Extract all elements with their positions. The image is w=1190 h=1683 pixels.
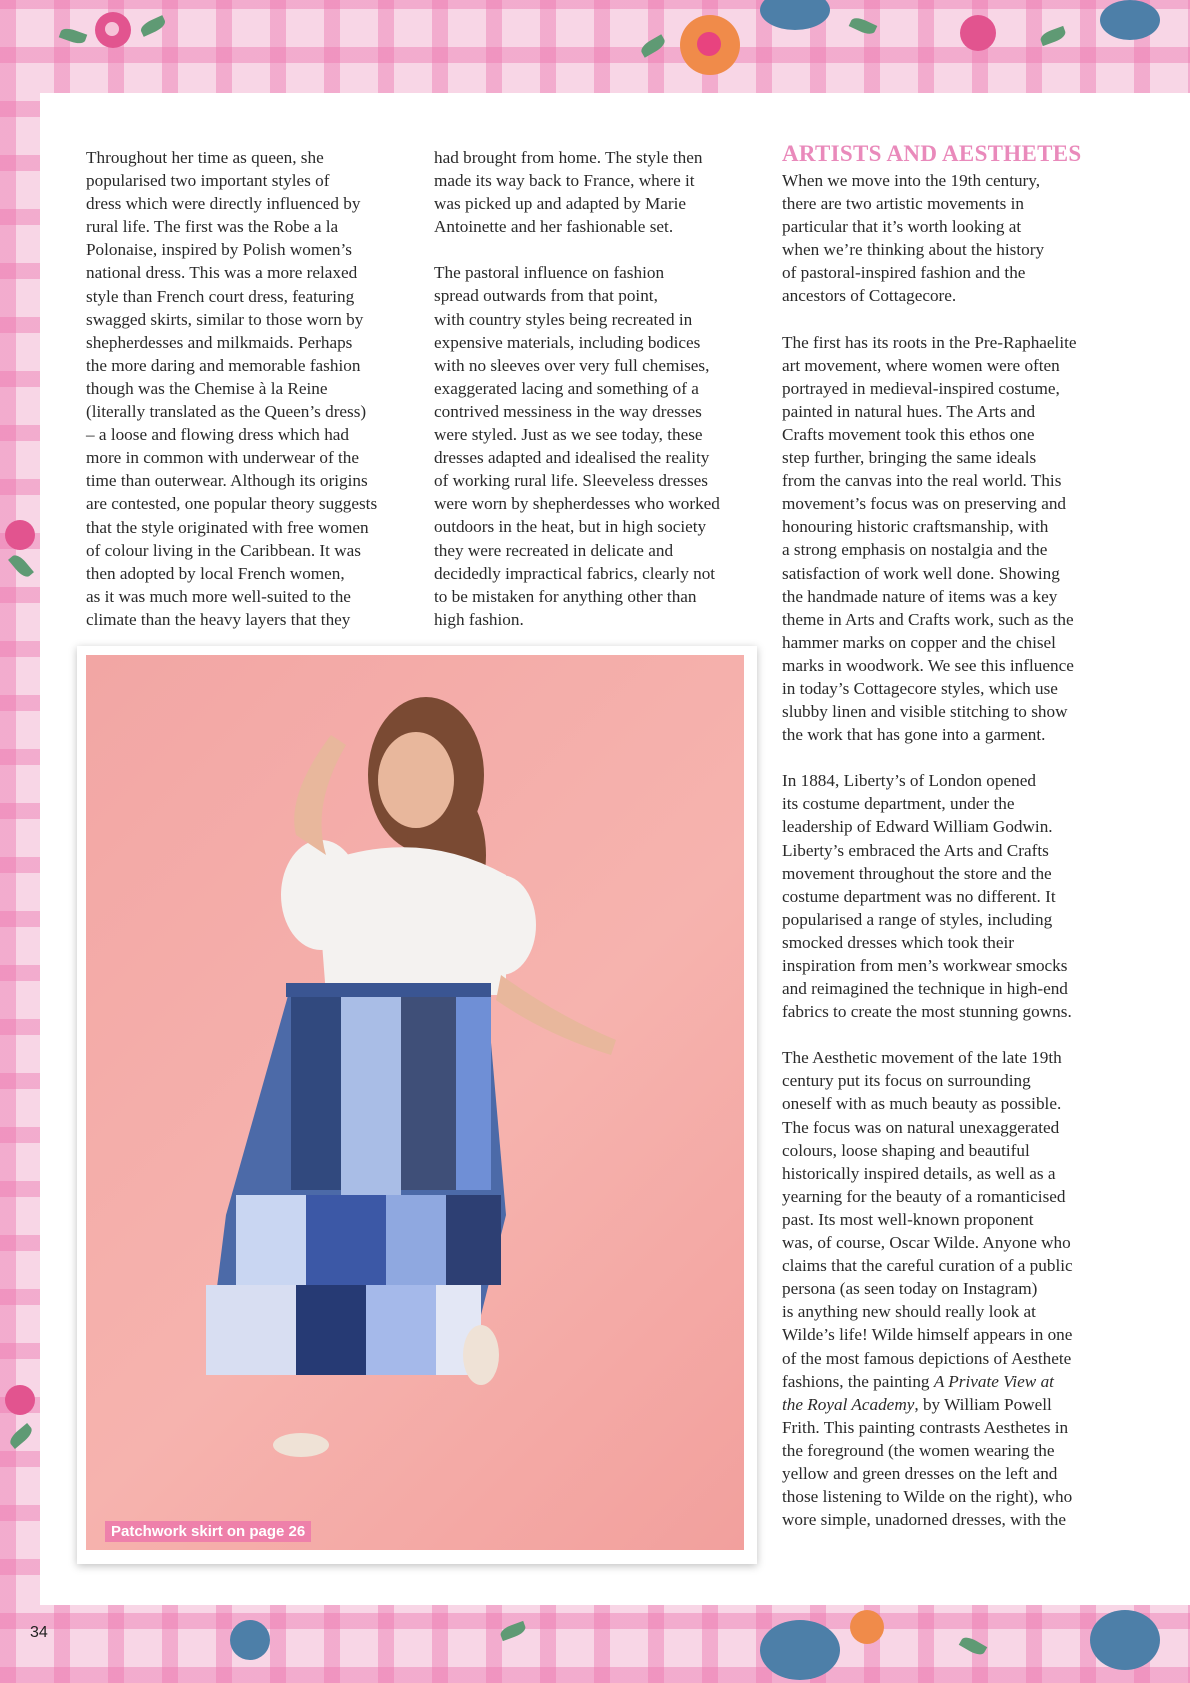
photo-woman-in-patchwork-skirt	[86, 655, 744, 1550]
photo-frame	[77, 646, 757, 1564]
section-heading: ARTISTS AND AESTHETES	[782, 141, 1082, 166]
paragraph	[782, 1046, 1122, 1531]
article-column-2	[434, 146, 764, 631]
photo-illustration	[86, 655, 744, 1550]
paragraph: had brought from home. The style then made its way back to France, where it was picked up and adapted by Marie Antoinette and her fashionable set.	[434, 148, 703, 237]
paragraph: Throughout her time as queen, she popularised two important styles of dress which were directly influenced by rural life. The first was the Robe a la Polonaise, inspired by Polish women’s national dress. This was a more relaxed style than French court dress, featuring swagged skirts, similar to those worn by shepherdesses and milkmaids. Perhaps the more daring and memorable fashion though was the Chemise à la Reine (literally translated as the Queen’s dress) – a loose and flowing dress which had more in common with underwear of the time than outerwear. Although its origins are contested, one popular theory suggests that the style originated with free women of colour living in the Caribbean. It was then adopted by local French women, as it was much more well-suited to the climate than the heavy layers that they	[86, 148, 378, 629]
page-number: 34	[30, 1624, 48, 1641]
paragraph: The first has its roots in the Pre-Raphaelite art movement, where women were often portrayed in medieval-inspired costume, painted in natural hues. The Arts and Crafts movement took this ethos one step further, bringing the same ideals from the canvas into the real world. This movement’s focus was on preserving and honouring historic craftsmanship, with a strong emphasis on nostalgia and the satisfaction of work well done. Showing the handmade nature of items was a key theme in Arts and Crafts work, such as the hammer marks on copper and the chisel marks in woodwork. We see this influence in today’s Cottagecore styles, which use slubby linen and visible stitching to show the work that has gone into a garment.	[782, 332, 1077, 745]
article-column-3	[782, 141, 1122, 1554]
paragraph: When we move into the 19th century, there are two artistic movements in particular that it’s worth looking at when we’re thinking about the history of pastoral-inspired fashion and the ancestors of Cottagecore.	[782, 171, 1045, 306]
article-column-1	[86, 146, 416, 631]
painting-title: A Private View at the Royal Academy	[782, 1371, 1054, 1414]
paragraph: The pastoral influence on fashion spread outwards from that point, with country styles being recreated in expensive materials, including bodices with no sleeves over very full chemises, exaggerated lacing and something of a contrived messiness in the way dresses were styled. Just as we see today, these dresses adapted and idealised the reality of working rural life. Sleeveless dresses were worn by shepherdesses who worked outdoors in the heat, but in high society they were recreated in delicate and decidedly impractical fabrics, clearly not to be mistaken for anything other than high fashion.	[434, 263, 720, 629]
paragraph-text: , by William Powell Frith. This painting contrasts Aesthetes in the foreground (the women wearing the yellow and green dresses on the left and those listening to Wilde on the right), who wore simple, unadorned dresses, with the	[782, 1394, 1073, 1530]
photo-caption: Patchwork skirt on page 26	[105, 1521, 311, 1542]
paragraph: In 1884, Liberty’s of London opened its costume department, under the leadership of Edward William Godwin. Liberty’s embraced the Arts and Crafts movement throughout the store and the costume department was no different. It popularised a range of styles, including smocked dresses which took their inspiration from men’s workwear smocks and reimagined the technique in high-end fabrics to create the most stunning gowns.	[782, 771, 1072, 1022]
paragraph-text: The Aesthetic movement of the late 19th century put its focus on surrounding oneself with as much beauty as possible. The focus was on natural unexaggerated colours, loose shaping and beautiful historically inspired details, as well as a yearning for the beauty of a romanticised past. Its most well-known proponent was, of course, Oscar Wilde. Anyone who claims that the careful curation of a public persona (as seen today on Instagram) is anything new should really look at Wilde’s life! Wilde himself appears in one of the most famous depictions of Aesthete fashions, the painting	[782, 1048, 1073, 1391]
